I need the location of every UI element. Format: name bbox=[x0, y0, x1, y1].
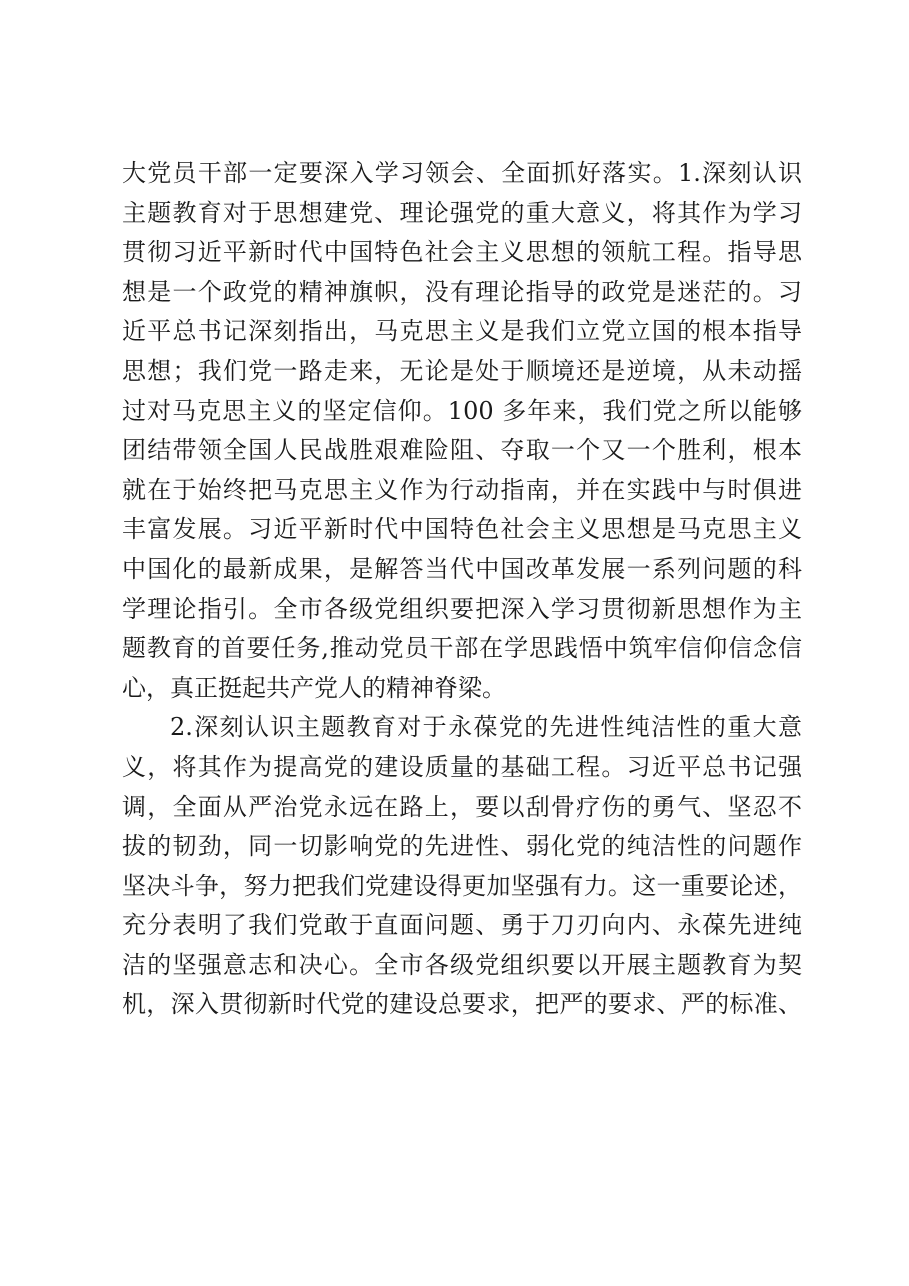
text-line: 就在于始终把马克思主义作为行动指南，并在实践中与时俱进 bbox=[122, 475, 802, 504]
text-line: 主题教育对于思想建党、理论强党的重大意义，将其作为学习 bbox=[122, 198, 802, 227]
text-line: 心，真正挺起共产党人的精神脊梁。 bbox=[122, 673, 506, 702]
text-line: 调，全面从严治党永远在路上，要以刮骨疗伤的勇气、坚忍不 bbox=[122, 792, 802, 821]
document-body bbox=[122, 154, 802, 1025]
text-line: 贯彻习近平新时代中国特色社会主义思想的领航工程。指导思 bbox=[122, 238, 802, 267]
text-line: 大党员干部一定要深入学习领会、全面抓好落实。1.深刻认识 bbox=[122, 159, 802, 187]
text-line: 题教育的首要任务,推动党员干部在学思践悟中筑牢信仰信念信 bbox=[122, 634, 802, 663]
text-line: 思想；我们党一路走来，无论是处于顺境还是逆境，从未动摇 bbox=[122, 356, 802, 385]
text-line: 近平总书记深刻指出，马克思主义是我们立党立国的根本指导 bbox=[122, 317, 802, 346]
text-line: 充分表明了我们党敢于直面问题、勇于刀刃向内、永葆先进纯 bbox=[122, 911, 802, 940]
text-line: 机，深入贯彻新时代党的建设总要求，把严的要求、严的标准、 bbox=[122, 990, 802, 1019]
text-line: 团结带领全国人民战胜艰难险阻、夺取一个又一个胜利，根本 bbox=[122, 436, 802, 465]
text-line: 丰富发展。习近平新时代中国特色社会主义思想是马克思主义 bbox=[122, 515, 802, 544]
paragraph-2 bbox=[122, 708, 802, 1025]
text-line: 坚决斗争，努力把我们党建设得更加坚强有力。这一重要论述， bbox=[122, 871, 802, 900]
text-line: 拔的韧劲，同一切影响党的先进性、弱化党的纯洁性的问题作 bbox=[122, 832, 802, 861]
paragraph-1 bbox=[122, 154, 802, 708]
text-line: 学理论指引。全市各级党组织要把深入学习贯彻新思想作为主 bbox=[122, 594, 802, 623]
text-line: 中国化的最新成果，是解答当代中国改革发展一系列问题的科 bbox=[122, 554, 802, 583]
text-line: 2.深刻认识主题教育对于永葆党的先进性纯洁性的重大意 bbox=[170, 713, 802, 742]
text-line: 义，将其作为提高党的建设质量的基础工程。习近平总书记强 bbox=[122, 752, 802, 781]
text-line: 过对马克思主义的坚定信仰。100 多年来，我们党之所以能够 bbox=[122, 396, 802, 425]
text-line: 洁的坚强意志和决心。全市各级党组织要以开展主题教育为契 bbox=[122, 950, 802, 979]
text-line: 想是一个政党的精神旗帜，没有理论指导的政党是迷茫的。习 bbox=[122, 277, 802, 306]
